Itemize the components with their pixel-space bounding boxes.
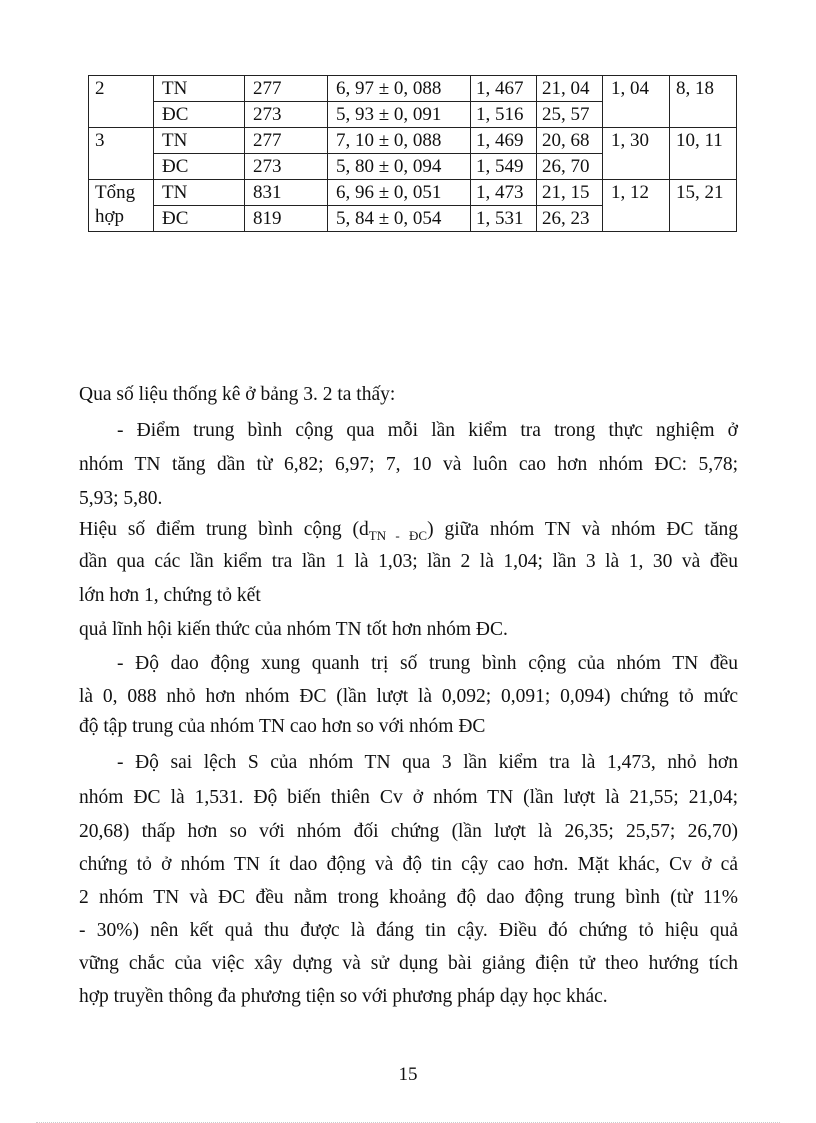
paragraph-line: nhóm ĐC là 1,531. Độ biến thiên Cv ở nhóm TN (lần lượt là 21,55; 21,04;: [79, 787, 738, 808]
subscript: TN - ĐC: [368, 527, 428, 543]
count-cell: 277: [245, 128, 328, 154]
cv-cell: 25, 57: [537, 102, 603, 128]
count-cell: 819: [245, 206, 328, 232]
page-number: 15: [398, 1064, 418, 1085]
test-label-cell: 3: [89, 128, 154, 180]
table-row: [89, 128, 737, 154]
diff-cell: 1, 30: [603, 128, 670, 180]
group-cell: ĐC: [154, 206, 245, 232]
paragraph-line: 20,68) thấp hơn so với nhóm đối chứng (lần lượt là 26,35; 25,57; 26,70): [79, 821, 738, 842]
paragraph-line: dần qua các lần kiểm tra lần 1 là 1,03; lần 2 là 1,04; lần 3 là 1, 30 và đều: [79, 551, 738, 572]
diff-cell: 1, 04: [603, 76, 670, 128]
paragraph-line: [79, 519, 738, 544]
cv-cell: 21, 15: [537, 180, 603, 206]
text-run: Hiệu số điểm trung bình cộng (d: [79, 519, 369, 540]
group-cell: ĐC: [154, 102, 245, 128]
group-cell: ĐC: [154, 154, 245, 180]
paragraph-line: 2 nhóm TN và ĐC đều nằm trong khoảng độ dao động trung bình (từ 11%: [79, 887, 738, 908]
paragraph-line: độ tập trung của nhóm TN cao hơn so với nhóm ĐC: [79, 716, 486, 737]
table-row: [89, 180, 737, 206]
t-cell: 10, 11: [670, 128, 737, 180]
diff-cell: 1, 12: [603, 180, 670, 232]
mean-cell: 5, 84 ± 0, 054: [328, 206, 471, 232]
cv-cell: 26, 70: [537, 154, 603, 180]
group-cell: TN: [154, 128, 245, 154]
paragraph-line: - Độ dao động xung quanh trị số trung bình cộng của nhóm TN đều: [117, 653, 738, 674]
s-cell: 1, 473: [471, 180, 537, 206]
text-run: ) giữa nhóm TN và nhóm ĐC tăng: [427, 519, 738, 540]
paragraph-line: vững chắc của việc xây dựng và sử dụng bài giảng điện tử theo hướng tích: [79, 953, 738, 974]
count-cell: 273: [245, 154, 328, 180]
count-cell: 831: [245, 180, 328, 206]
paragraph-line: chứng tỏ ở nhóm TN ít dao động và độ tin cậy cao hơn. Mặt khác, Cv ở cả: [79, 854, 738, 875]
paragraph-line: - Độ sai lệch S của nhóm TN qua 3 lần kiểm tra là 1,473, nhỏ hơn: [117, 752, 738, 773]
s-cell: 1, 469: [471, 128, 537, 154]
cv-cell: 26, 23: [537, 206, 603, 232]
cv-cell: 20, 68: [537, 128, 603, 154]
mean-cell: 6, 96 ± 0, 051: [328, 180, 471, 206]
s-cell: 1, 516: [471, 102, 537, 128]
count-cell: 273: [245, 102, 328, 128]
mean-cell: 6, 97 ± 0, 088: [328, 76, 471, 102]
paragraph-line: 5,93; 5,80.: [79, 488, 163, 509]
intro-line: Qua số liệu thống kê ở bảng 3. 2 ta thấy:: [79, 384, 396, 405]
statistics-table: [88, 75, 737, 232]
paragraph-line: - 30%) nên kết quả thu được là đáng tin cậy. Điều đó chứng tỏ hiệu quả: [79, 920, 738, 941]
paragraph-line: nhóm TN tăng dần từ 6,82; 6,97; 7, 10 và luôn cao hơn nhóm ĐC: 5,78;: [79, 454, 738, 475]
mean-cell: 7, 10 ± 0, 088: [328, 128, 471, 154]
group-cell: TN: [154, 180, 245, 206]
count-cell: 277: [245, 76, 328, 102]
test-label-cell: Tổng hợp: [89, 180, 154, 232]
t-cell: 15, 21: [670, 180, 737, 232]
s-cell: 1, 531: [471, 206, 537, 232]
paragraph-line: - Điểm trung bình cộng qua mỗi lần kiểm tra trong thực nghiệm ở: [117, 420, 738, 441]
table-row: [89, 76, 737, 102]
t-cell: 8, 18: [670, 76, 737, 128]
cv-cell: 21, 04: [537, 76, 603, 102]
paragraph-line: quả lĩnh hội kiến thức của nhóm TN tốt hơn nhóm ĐC.: [79, 619, 508, 640]
mean-cell: 5, 80 ± 0, 094: [328, 154, 471, 180]
s-cell: 1, 467: [471, 76, 537, 102]
mean-cell: 5, 93 ± 0, 091: [328, 102, 471, 128]
paragraph-line: lớn hơn 1, chứng tỏ kết: [79, 585, 261, 606]
s-cell: 1, 549: [471, 154, 537, 180]
test-label-cell: 2: [89, 76, 154, 128]
paragraph-line: là 0, 088 nhỏ hơn nhóm ĐC (lần lượt là 0,092; 0,091; 0,094) chứng tỏ mức: [79, 686, 738, 707]
paragraph-line: hợp truyền thông đa phương tiện so với phương pháp dạy học khác.: [79, 986, 608, 1007]
group-cell: TN: [154, 76, 245, 102]
